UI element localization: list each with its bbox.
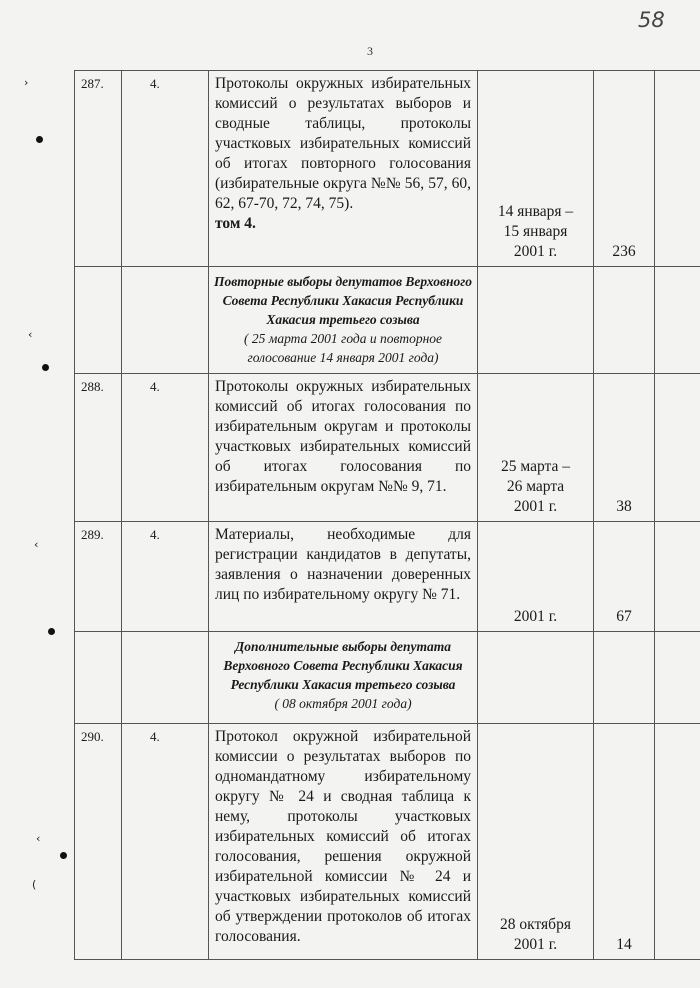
table-row — [75, 374, 700, 522]
note-cell — [655, 71, 700, 267]
inventory-number: 4. — [122, 71, 209, 267]
binder-hole — [60, 852, 67, 859]
inventory-number: 4. — [122, 374, 209, 522]
table-row — [75, 71, 700, 267]
item-number: 287. — [75, 71, 122, 267]
inventory-number: 4. — [122, 522, 209, 632]
item-title: Материалы, необходимые для регистрации кандидатов в депутаты, заявления о назначении доверенных лиц по избирательному округу № 71. — [209, 522, 478, 632]
section-heading-row — [75, 632, 700, 724]
section-heading-text: Повторные выборы депутатов Верховного Совета Республики Хакасия Республики Хакасия третьего созыва — [213, 274, 473, 327]
section-subheading: ( 08 октября 2001 года) — [274, 696, 412, 711]
binder-hole — [36, 136, 43, 143]
page-number: 3 — [367, 44, 373, 58]
date-line: 28 октября — [500, 916, 571, 933]
date-line: 2001 г. — [513, 498, 558, 515]
sheet-count: 38 — [594, 374, 655, 522]
empty-cell — [122, 267, 209, 374]
item-dates — [478, 71, 594, 267]
scan-mark: ‹ — [28, 328, 33, 341]
empty-cell — [655, 267, 700, 374]
empty-cell — [122, 632, 209, 724]
item-title: Протоколы окружных избирательных комиссий об итогах голосования по избирательным округам и протоколы участковых избирательных комиссий об итогах голосования по избирательным округам №№ 9, 71. — [209, 374, 478, 522]
section-subheading: ( 25 марта 2001 года и повторное голосование 14 января 2001 года) — [243, 331, 443, 365]
date-line: 2001 г. — [513, 243, 558, 260]
archive-page-number: 58 — [638, 8, 665, 32]
section-heading — [209, 632, 478, 724]
inventory-number: 4. — [122, 724, 209, 960]
scan-mark: ‹ — [36, 832, 41, 845]
empty-cell — [655, 632, 700, 724]
note-cell — [655, 522, 700, 632]
empty-cell — [75, 632, 122, 724]
item-dates — [478, 724, 594, 960]
table-row — [75, 724, 700, 960]
empty-cell — [478, 267, 594, 374]
item-title-text: Протоколы окружных избирательных комиссий о результатах выборов и сводные таблицы, протоколы участковых избирательных комиссий об итогах повторного голосования (избирательные округа №№ 56, 57, 60, 62, 67-70, 72, 74, 75). — [215, 75, 471, 212]
item-number: 288. — [75, 374, 122, 522]
note-cell — [655, 724, 700, 960]
item-dates — [478, 522, 594, 632]
item-title: Протокол окружной избирательной комиссии о результатах выборов по одномандатному избирательному округу № 24 и сводная таблица к нему, протоколы участковых избирательных комиссий об итогах голосования, решения окружной избирательной комиссии № 24 и участковых избирательных комиссий об утверждении протоколов об итогах голосования. — [209, 724, 478, 960]
date-line: 26 марта — [506, 478, 565, 495]
binder-hole — [42, 364, 49, 371]
empty-cell — [75, 267, 122, 374]
empty-cell — [594, 632, 655, 724]
section-heading-row — [75, 267, 700, 374]
scan-mark: ‹ — [34, 538, 39, 551]
sheet-count: 14 — [594, 724, 655, 960]
date-line: 14 января – — [497, 203, 574, 220]
section-heading-text: Дополнительные выборы депутата Верховного Совета Республики Хакасия Республики Хакасия третьего созыва — [223, 639, 463, 692]
item-number: 290. — [75, 724, 122, 960]
item-number: 289. — [75, 522, 122, 632]
section-heading — [209, 267, 478, 374]
item-dates — [478, 374, 594, 522]
date-line: 25 марта – — [501, 458, 570, 475]
table-row — [75, 522, 700, 632]
date-line: 2001 г. — [513, 936, 558, 953]
binder-hole — [48, 628, 55, 635]
item-title — [209, 71, 478, 267]
register-table — [74, 70, 700, 960]
empty-cell — [478, 632, 594, 724]
sheet-count: 67 — [594, 522, 655, 632]
empty-cell — [594, 267, 655, 374]
date-line: 15 января — [503, 223, 568, 240]
scan-mark: › — [24, 76, 29, 89]
item-volume: том 4. — [215, 215, 256, 232]
note-cell — [655, 374, 700, 522]
sheet-count: 236 — [594, 71, 655, 267]
date-line: 2001 г. — [513, 608, 558, 625]
scan-mark: ( — [32, 878, 37, 891]
